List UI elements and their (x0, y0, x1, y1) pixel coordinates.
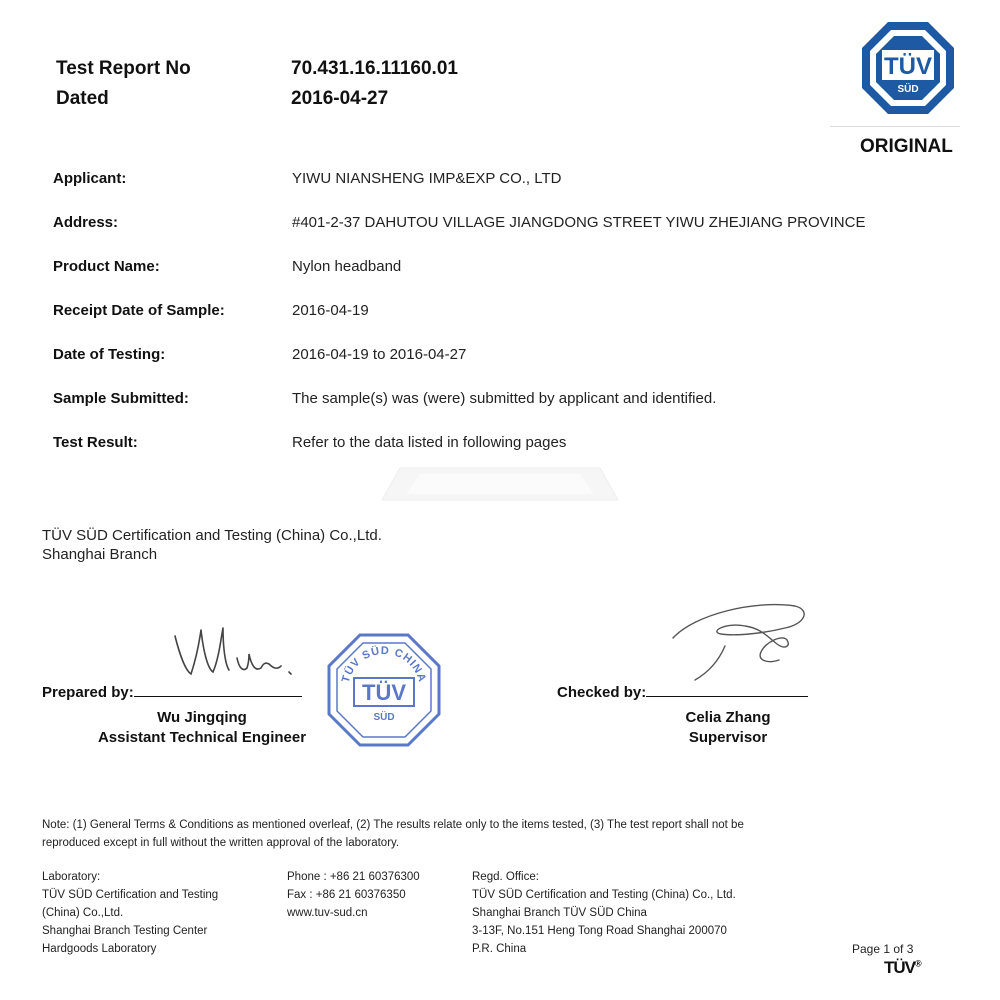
prepared-by-label: Prepared by: (42, 684, 134, 701)
field-label: Test Result: (53, 434, 138, 451)
checked-signature-line (646, 681, 808, 697)
company-name: TÜV SÜD Certification and Testing (China) Co.,Ltd. (42, 527, 382, 544)
note-line-1: Note: (1) General Terms & Conditions as mentioned overleaf, (2) The results relate only to the items tested, (3) The test report shall not be (42, 819, 744, 831)
tuv-logo-sub: SÜD (897, 84, 919, 95)
footer-lab-line: (China) Co.,Ltd. (42, 907, 124, 919)
dated-value: 2016-04-27 (291, 88, 389, 109)
footer-website: www.tuv-sud.cn (287, 907, 368, 919)
tuv-stamp (326, 632, 442, 748)
original-mark: ORIGINAL (860, 136, 953, 157)
company-branch: Shanghai Branch (42, 546, 158, 563)
field-value: YIWU NIANSHENG IMP&EXP CO., LTD (292, 170, 562, 187)
note (42, 816, 744, 852)
footer-lab-line: Laboratory: (42, 871, 101, 883)
dated-label: Dated (56, 88, 109, 109)
prepared-signature-line (134, 681, 302, 697)
tuv-footer-text: TÜV (884, 958, 915, 977)
prepared-title: Assistant Technical Engineer (97, 729, 307, 746)
field-label: Address: (53, 214, 119, 231)
footer-fax: Fax : +86 21 60376350 (287, 889, 406, 901)
footer-phone: Phone : +86 21 60376300 (287, 871, 420, 883)
footer-lab-line: TÜV SÜD Certification and Testing (42, 889, 219, 901)
prepared-by (42, 681, 302, 701)
tuv-footer-mark (884, 958, 921, 978)
signature-wu-jingqing (165, 622, 325, 682)
footer-office (472, 868, 736, 958)
field-value: #401-2-37 DAHUTOU VILLAGE JIANGDONG STREET YIWU ZHEJIANG PROVINCE (292, 214, 866, 231)
checked-signatory (640, 708, 816, 748)
stamp-main-text: TÜV (362, 680, 406, 705)
report-no-label: Test Report No (56, 58, 191, 79)
field-value: 2016-04-19 to 2016-04-27 (292, 346, 467, 363)
checked-name: Celia Zhang (685, 709, 771, 726)
stamp-ring-text: TÜV SÜD CHINA (339, 644, 429, 685)
footer-office-line: P.R. China (472, 943, 527, 955)
field-value: The sample(s) was (were) submitted by applicant and identified. (292, 390, 717, 407)
field-label: Receipt Date of Sample: (53, 302, 225, 319)
checked-title: Supervisor (688, 729, 768, 746)
checked-by-label: Checked by: (557, 684, 647, 701)
field-label: Date of Testing: (53, 346, 166, 363)
stamp-sub-text: SÜD (373, 712, 395, 723)
field-value: Refer to the data listed in following pages (292, 434, 567, 451)
field-label: Applicant: (53, 170, 127, 187)
footer-lab-line: Hardgoods Laboratory (42, 943, 157, 955)
watermark-shape (380, 466, 620, 502)
signature-celia-zhang (665, 598, 815, 684)
registered-mark: ® (915, 958, 921, 969)
field-value: Nylon headband (292, 258, 402, 275)
prepared-name: Wu Jingqing (157, 709, 247, 726)
field-value: 2016-04-19 (292, 302, 369, 319)
note-line-2: reproduced except in full without the written approval of the laboratory. (42, 837, 400, 849)
tuv-logo-text: TÜV (884, 53, 932, 80)
report-no-value: 70.431.16.11160.01 (291, 58, 458, 79)
checked-by (557, 681, 808, 701)
footer-office-line: Regd. Office: (472, 871, 539, 883)
footer-office-line: TÜV SÜD Certification and Testing (China) Co., Ltd. (472, 889, 736, 901)
field-label: Sample Submitted: (53, 390, 189, 407)
page-number: Page 1 of 3 (852, 942, 914, 956)
tuv-logo (860, 20, 956, 116)
footer-office-line: 3-13F, No.151 Heng Tong Road Shanghai 200070 (472, 925, 727, 937)
footer-laboratory (42, 868, 218, 958)
field-label: Product Name: (53, 258, 160, 275)
footer-lab-line: Shanghai Branch Testing Center (42, 925, 208, 937)
footer-office-line: Shanghai Branch TÜV SÜD China (472, 907, 647, 919)
footer-contact (287, 868, 420, 922)
prepared-signatory (70, 708, 334, 748)
logo-divider (830, 126, 960, 127)
